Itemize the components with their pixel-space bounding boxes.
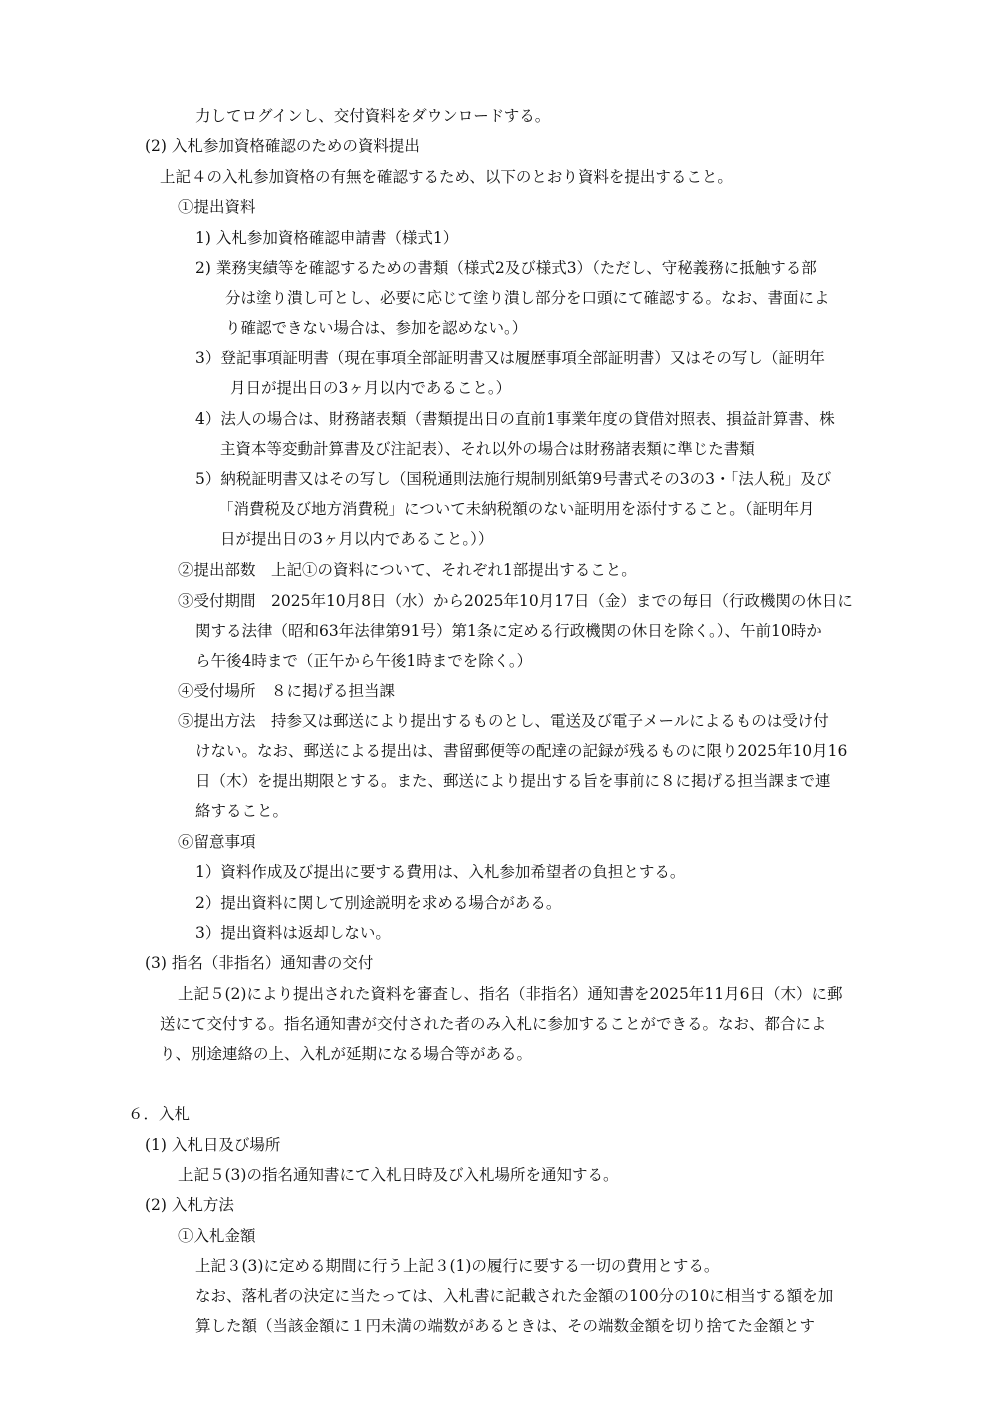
text-line: 月日が提出日の3ヶ月以内であること。） — [230, 379, 512, 397]
text-line: 日（木）を提出期限とする。また、郵送により提出する旨を事前に８に掲げる担当課まで連 — [195, 772, 831, 790]
text-line: り確認できない場合は、参加を認めない。） — [225, 319, 528, 337]
list-item: 1) 入札参加資格確認申請書（様式1） — [195, 229, 459, 247]
text-line: なお、落札者の決定に当たっては、入札書に記載された金額の100分の10に相当する額を加 — [195, 1287, 834, 1305]
subsection-heading: ④受付場所 ８に掲げる担当課 — [178, 682, 396, 700]
subsection-heading: ⑥留意事項 — [178, 833, 256, 851]
text-line: 主資本等変動計算書及び注記表）、それ以外の場合は財務諸表類に準じた書類 — [220, 440, 755, 458]
list-item: 4）法人の場合は、財務諸表類（書類提出日の直前1事業年度の貸借対照表、損益計算書、株 — [195, 410, 835, 428]
text-line: けない。なお、郵送による提出は、書留郵便等の配達の記録が残るものに限り2025年10月16 — [195, 742, 848, 760]
text-line: り、別途連絡の上、入札が延期になる場合等がある。 — [160, 1045, 533, 1063]
subsection-heading: ②提出部数 上記①の資料について、それぞれ1部提出すること。 — [178, 561, 637, 579]
list-item: 2）提出資料に関して別途説明を求める場合がある。 — [195, 894, 562, 912]
section-heading: (2) 入札方法 — [145, 1196, 234, 1214]
subsection-heading: ⑤提出方法 持参又は郵送により提出するものとし、電送及び電子メールによるものは受け付 — [178, 712, 829, 730]
section-heading: (1) 入札日及び場所 — [145, 1136, 281, 1154]
text-line: 送にて交付する。指名通知書が交付された者のみ入札に参加することができる。なお、都合によ — [160, 1015, 827, 1033]
text-line: 上記５(2)により提出された資料を審査し、指名（非指名）通知書を2025年11月6日（木）に郵 — [178, 985, 843, 1003]
text-line: ら午後4時まで（正午から午後1時までを除く。） — [195, 652, 533, 670]
section-heading: (2) 入札参加資格確認のための資料提出 — [145, 137, 420, 155]
chapter-heading: ６．入札 — [128, 1105, 191, 1123]
text-line: 上記５(3)の指名通知書にて入札日時及び入札場所を通知する。 — [178, 1166, 619, 1184]
text-line: 「消費税及び地方消費税」について未納税額のない証明用を添付すること。（証明年月 — [218, 500, 815, 518]
list-item: 2) 業務実績等を確認するための書類（様式2及び様式3）（ただし、守秘義務に抵触する部 — [195, 259, 817, 277]
text-line: 上記３(3)に定める期間に行う上記３(1)の履行に要する一切の費用とする。 — [195, 1257, 720, 1275]
text-line: 絡すること。 — [195, 802, 289, 820]
list-item: 5）納税証明書又はその写し（国税通則法施行規制別紙第9号書式その3の3・「法人税」及び — [195, 470, 832, 488]
text-line: 分は塗り潰し可とし、必要に応じて塗り潰し部分を口頭にて確認する。なお、書面によ — [225, 289, 830, 307]
list-item: 1）資料作成及び提出に要する費用は、入札参加希望者の負担とする。 — [195, 863, 686, 881]
subsection-heading: ①提出資料 — [178, 198, 256, 216]
text-line: 力してログインし、交付資料をダウンロードする。 — [195, 107, 551, 125]
text-line: 関する法律（昭和63年法律第91号）第1条に定める行政機関の休日を除く。）、午前10時か — [195, 622, 822, 640]
section-heading: (3) 指名（非指名）通知書の交付 — [145, 954, 374, 972]
subsection-heading: ③受付期間 2025年10月8日（水）から2025年10月17日（金）までの毎日（行政機関の休日に — [178, 592, 853, 610]
text-line: 算した額（当該金額に１円未満の端数があるときは、その端数金額を切り捨てた金額とす — [195, 1317, 816, 1335]
text-line: 日が提出日の3ヶ月以内であること。）） — [220, 530, 494, 548]
list-item: 3）登記事項証明書（現在事項全部証明書又は履歴事項全部証明書）又はその写し（証明年 — [195, 349, 825, 367]
text-line: 上記４の入札参加資格の有無を確認するため、以下のとおり資料を提出すること。 — [160, 168, 733, 186]
list-item: 3）提出資料は返却しない。 — [195, 924, 391, 942]
subsection-heading: ①入札金額 — [178, 1227, 256, 1245]
